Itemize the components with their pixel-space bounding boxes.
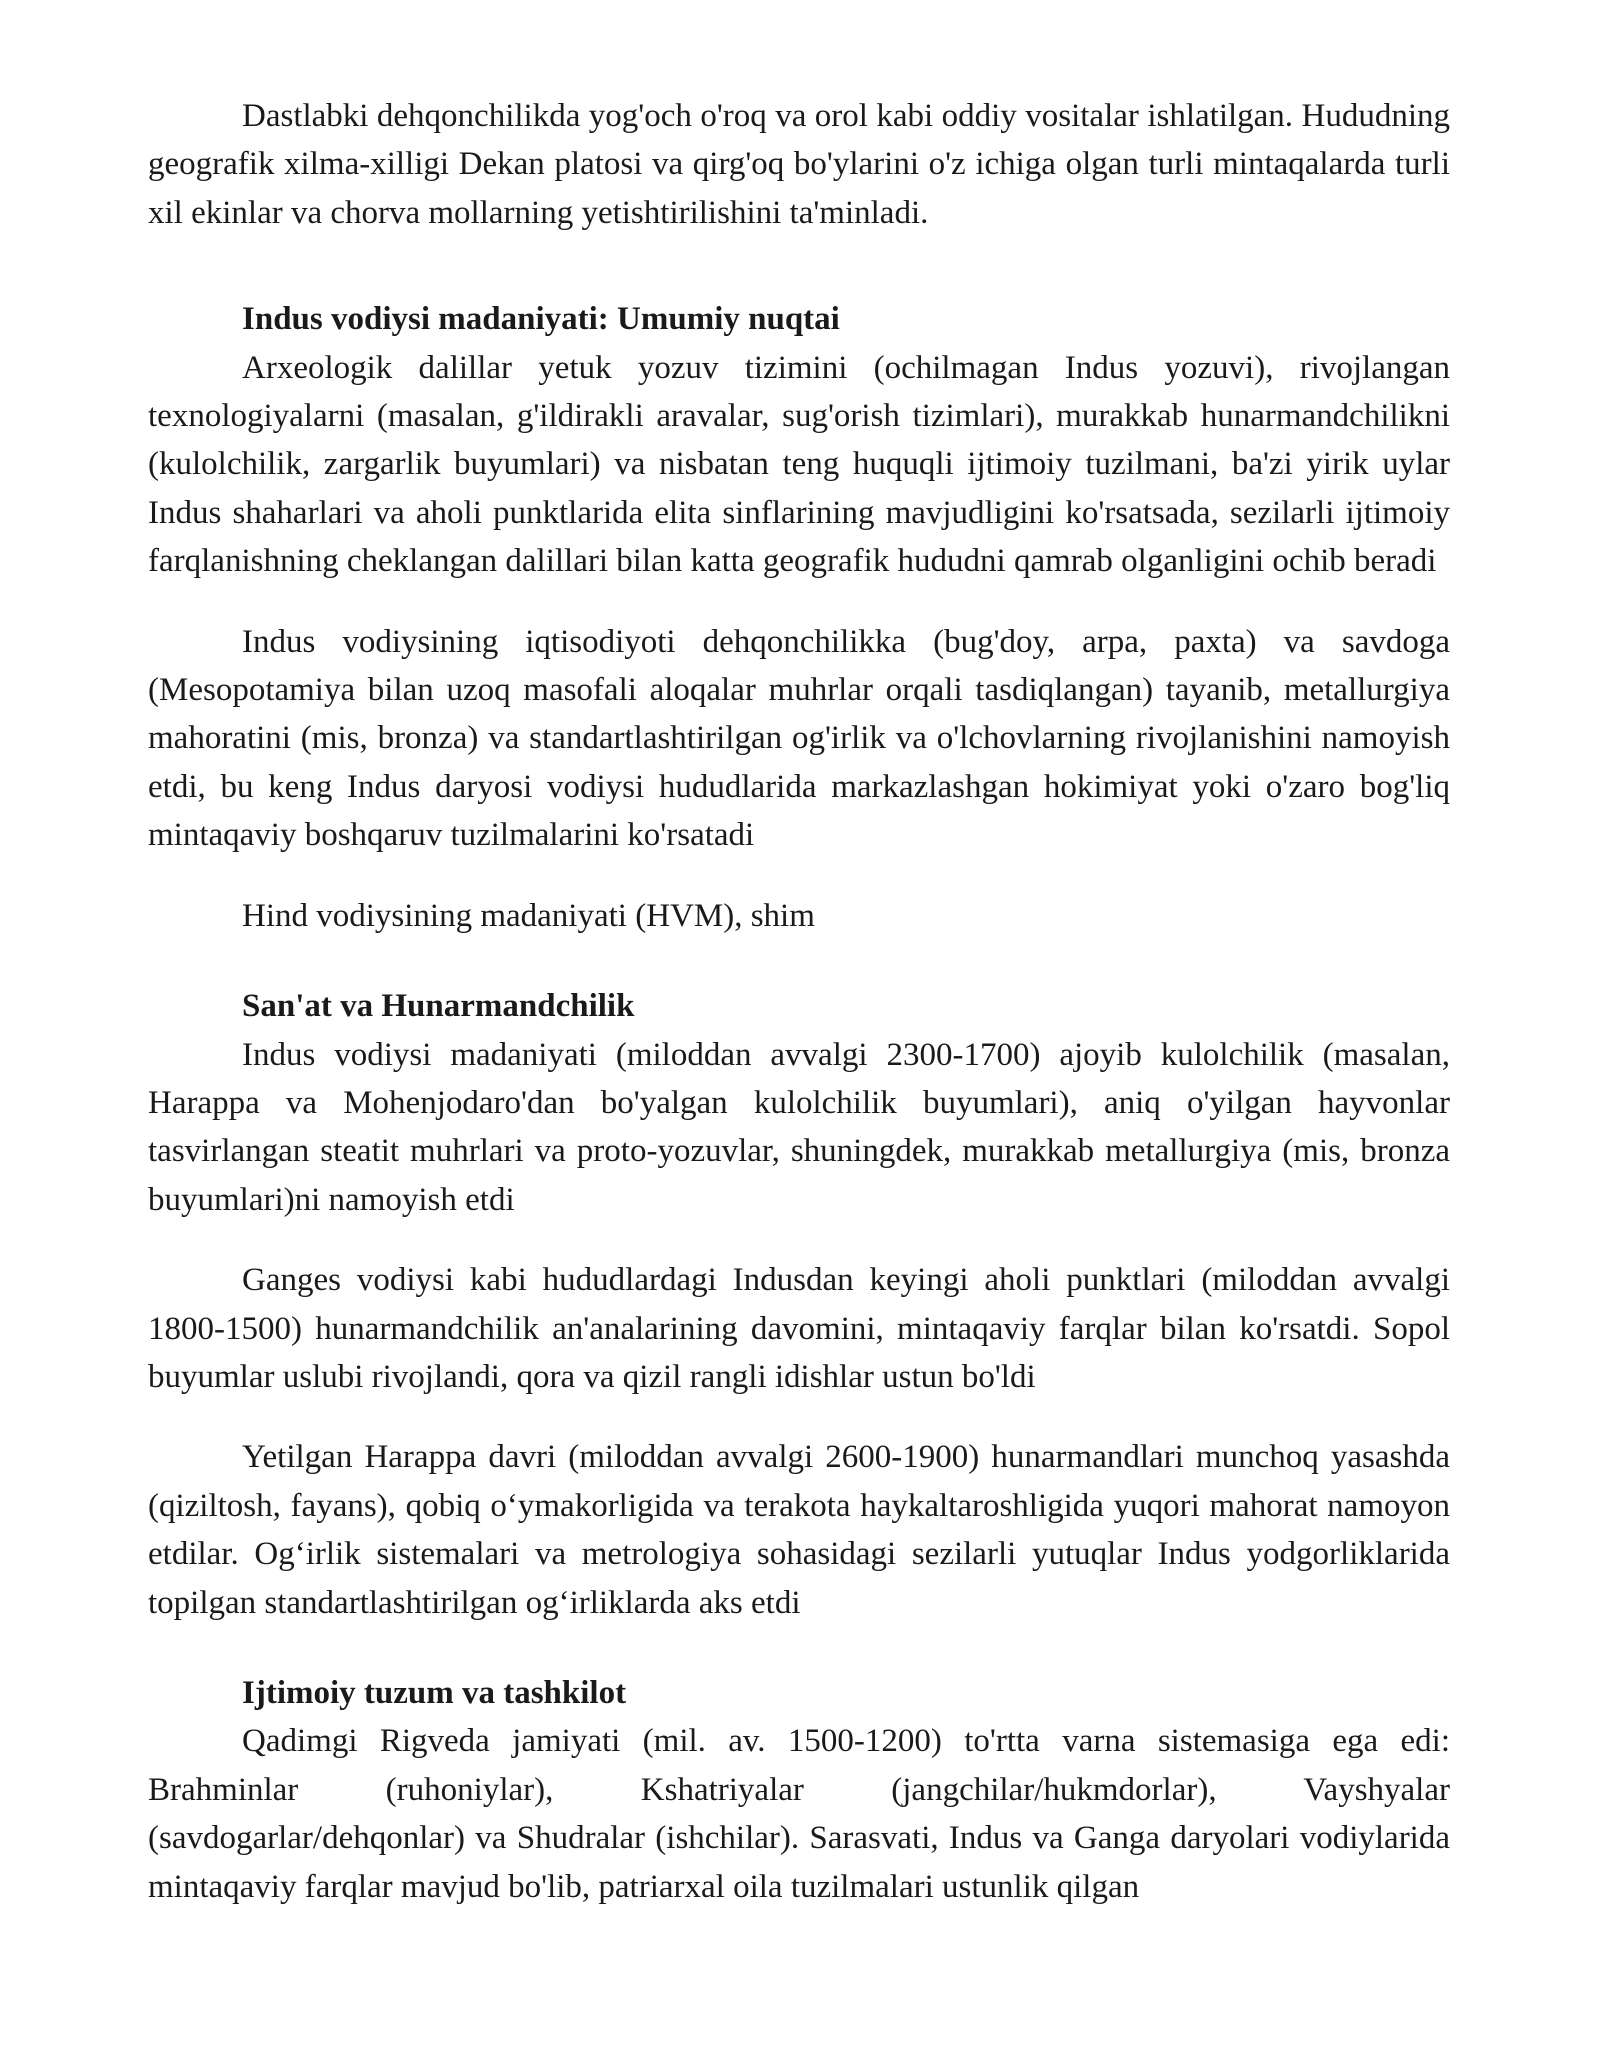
intro-paragraph: Dastlabki dehqonchilikda yog'och o'roq va orol kabi oddiy vositalar ishlatilgan. Hududning geografik xilma-xilligi Dekan platosi va qirg'oq bo'ylarini o'z ichiga olgan turli mintaqalarda turli xil ekinlar va chorva mollarning yetishtirilishini ta'minladi.: [148, 98, 1450, 231]
spacer: [148, 586, 1450, 618]
spacer: [148, 940, 1450, 982]
section-heading-society: Ijtimoiy tuzum va tashkilot: [242, 1674, 627, 1711]
overview-paragraph-1: Arxeologik dalillar yetuk yozuv tizimini (ochilmagan Indus yozuvi), rivojlangan texnologiyalarni (masalan, g'ildirakli aravalar, sug'orish tizimlari), murakkab hunarmandchilikni (kulolchilik, zargarlik buyumlari) va nisbatan teng huquqli ijtimoiy tuzilmani, ba'zi yirik uylar Indus shaharlari va aholi punktlarida elita sinflarining mavjudligini ko'rsatsada, sezilarli ijtimoiy farqlanishning cheklangan dalillari bilan katta geografik hududni qamrab olganligini ochib beradi: [148, 349, 1450, 580]
art-paragraph-1: Indus vodiysi madaniyati (miloddan avvalgi 2300-1700) ajoyib kulolchilik (masalan, Harappa va Mohenjodaro'dan bo'yalgan kulolchilik buyumlari), aniq o'yilgan hayvonlar tasvirlangan steatit muhrlari va proto-yozuvlar, shuningdek, murakkab metallurgiya (mis, bronza buyumlari)ni namoyish etdi: [148, 1036, 1450, 1218]
overview-paragraph-2: Indus vodiysining iqtisodiyoti dehqonchilikka (bug'doy, arpa, paxta) va savdoga (Mesopotamiya bilan uzoq masofali aloqalar muhrlar orqali tasdiqlangan) tayanib, metallurgiya mahoratini (mis, bronza) va standartlashtirilgan og'irlik va o'lchovlarning rivojlanishini namoyish etdi, bu keng Indus daryosi vodiysi hududlarida markazlashgan hokimiyat yoki o'zaro bog'liq mintaqaviy boshqaruv tuzilmalarini ko'rsatadi: [148, 623, 1450, 854]
document-page: [148, 92, 1450, 1911]
society-paragraph-1: Qadimgi Rigveda jamiyati (mil. av. 1500-1200) to'rtta varna sistemasiga ega edi: Brahminlar (ruhoniylar), Kshatriyalar (jangchilar/hukmdorlar), Vayshyalar (savdogarlar/dehqonlar) va Shudralar (ishchilar). Sarasvati, Indus va Ganga daryolari vodiylarida mintaqaviy farqlar mavjud bo'lib, patriarxal oila tuzilmalari ustunlik qilgan: [148, 1723, 1450, 1905]
spacer: [148, 1401, 1450, 1433]
section-heading-art: San'at va Hunarmandchilik: [242, 988, 635, 1025]
section-heading-overview: Indus vodiysi madaniyati: Umumiy nuqtai: [242, 301, 840, 338]
spacer: [148, 237, 1450, 295]
spacer: [148, 1627, 1450, 1669]
overview-paragraph-3: Hind vodiysining madaniyati (HVM), shim: [242, 897, 815, 934]
art-paragraph-2: Ganges vodiysi kabi hududlardagi Indusdan keyingi aholi punktlari (miloddan avvalgi 1800-1500) hunarmandchilik an'analarining davomini, mintaqaviy farqlar bilan ko'rsatdi. Sopol buyumlar uslubi rivojlandi, qora va qizil rangli idishlar ustun bo'ldi: [148, 1262, 1450, 1395]
art-paragraph-3: Yetilgan Harappa davri (miloddan avvalgi 2600-1900) hunarmandlari munchoq yasashda (qiziltosh, fayans), qobiq oʻymakorligida va terakota haykaltaroshligida yuqori mahorat namoyon etdilar. Ogʻirlik sistemalari va metrologiya sohasidagi sezilarli yutuqlar Indus yodgorliklarida topilgan standartlashtirilgan ogʻirliklarda aks etdi: [148, 1439, 1450, 1621]
spacer: [148, 860, 1450, 892]
spacer: [148, 1224, 1450, 1256]
